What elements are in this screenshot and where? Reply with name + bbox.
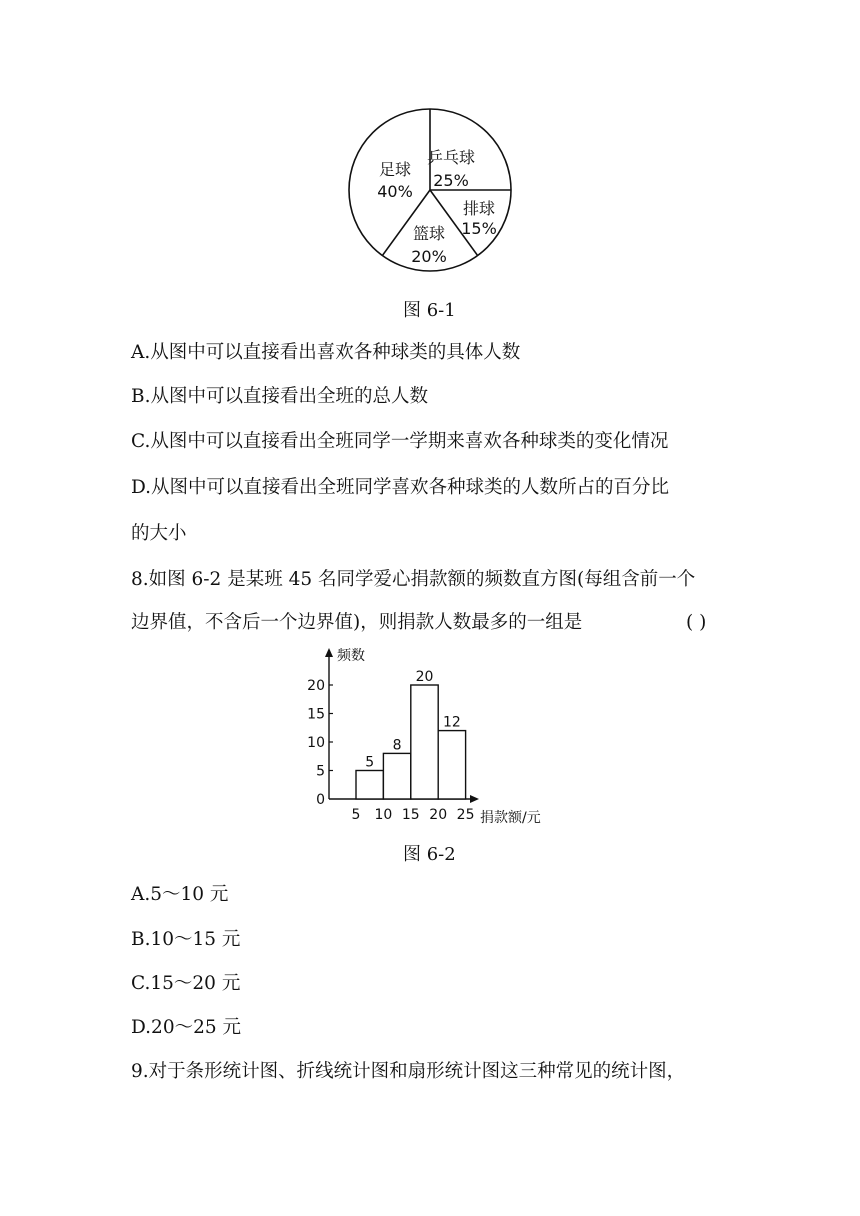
y-tick-label: 20 xyxy=(307,678,325,694)
pie-chart xyxy=(340,105,520,275)
pie-label-football: 足球 xyxy=(378,160,412,179)
y-tick-label: 0 xyxy=(316,792,325,808)
q7-option-d: D.从图中可以直接看出全班同学喜欢各种球类的人数所占的百分比 xyxy=(131,477,670,498)
histogram-bar xyxy=(411,685,438,799)
pie-percent-football: 40% xyxy=(377,182,413,201)
histogram-bar xyxy=(383,753,410,799)
q8-answer-paren: ( ) xyxy=(686,612,707,633)
pie-percent-basketball: 20% xyxy=(411,247,447,266)
pie-percent-pingpong: 25% xyxy=(433,171,469,190)
histogram-bar xyxy=(438,731,465,799)
q7-option-d-continued: 的大小 xyxy=(131,523,187,544)
bar-value-label: 20 xyxy=(415,669,434,685)
x-tick-label: 15 xyxy=(401,807,420,823)
q9-stem-line1: 9.对于条形统计图、折线统计图和扇形统计图这三种常见的统计图， xyxy=(131,1061,686,1082)
q7-option-c: C.从图中可以直接看出全班同学一学期来喜欢各种球类的变化情况 xyxy=(131,431,669,452)
pie-label-volleyball: 排球 xyxy=(462,199,496,218)
pie-label-basketball: 篮球 xyxy=(412,224,446,243)
q8-option-c: C.15～20 元 xyxy=(131,973,241,994)
y-tick-label: 5 xyxy=(316,763,325,780)
bar-value-label: 12 xyxy=(442,714,461,731)
q8-stem-line2: 边界值，不含后一个边界值)，则捐款人数最多的一组是 xyxy=(131,612,583,633)
x-tick-label: 20 xyxy=(429,807,448,823)
x-tick-label: 25 xyxy=(456,807,475,823)
bar-value-label: 8 xyxy=(392,737,402,754)
y-axis-arrow xyxy=(325,648,333,657)
y-tick-label: 15 xyxy=(307,706,325,723)
x-tick-label: 10 xyxy=(374,807,393,823)
q8-stem-line1: 8.如图 6-2 是某班 45 名同学爱心捐款额的频数直方图(每组含前一个 xyxy=(131,569,696,590)
x-tick-label: 5 xyxy=(351,807,361,823)
y-axis-label: 频数 xyxy=(337,648,365,664)
x-axis-arrow xyxy=(470,795,479,803)
pie-percent-volleyball: 15% xyxy=(461,219,497,238)
q8-option-b: B.10～15 元 xyxy=(131,929,241,950)
pie-label-pingpong: 乒乓球 xyxy=(426,148,476,167)
q7-option-b: B.从图中可以直接看出全班的总人数 xyxy=(131,386,428,407)
x-axis-label: 捐款额/元 xyxy=(480,810,541,826)
figure-6-2-caption: 图 6-2 xyxy=(403,844,456,865)
q7-option-a: A.从图中可以直接看出喜欢各种球类的具体人数 xyxy=(131,342,521,363)
figure-6-1-caption: 图 6-1 xyxy=(403,300,456,321)
q8-option-d: D.20～25 元 xyxy=(131,1017,242,1038)
histogram-chart xyxy=(300,645,565,830)
q8-option-a: A.5～10 元 xyxy=(131,884,229,905)
y-tick-label: 10 xyxy=(307,735,325,751)
histogram-bar xyxy=(356,771,383,800)
bar-value-label: 5 xyxy=(365,754,375,771)
